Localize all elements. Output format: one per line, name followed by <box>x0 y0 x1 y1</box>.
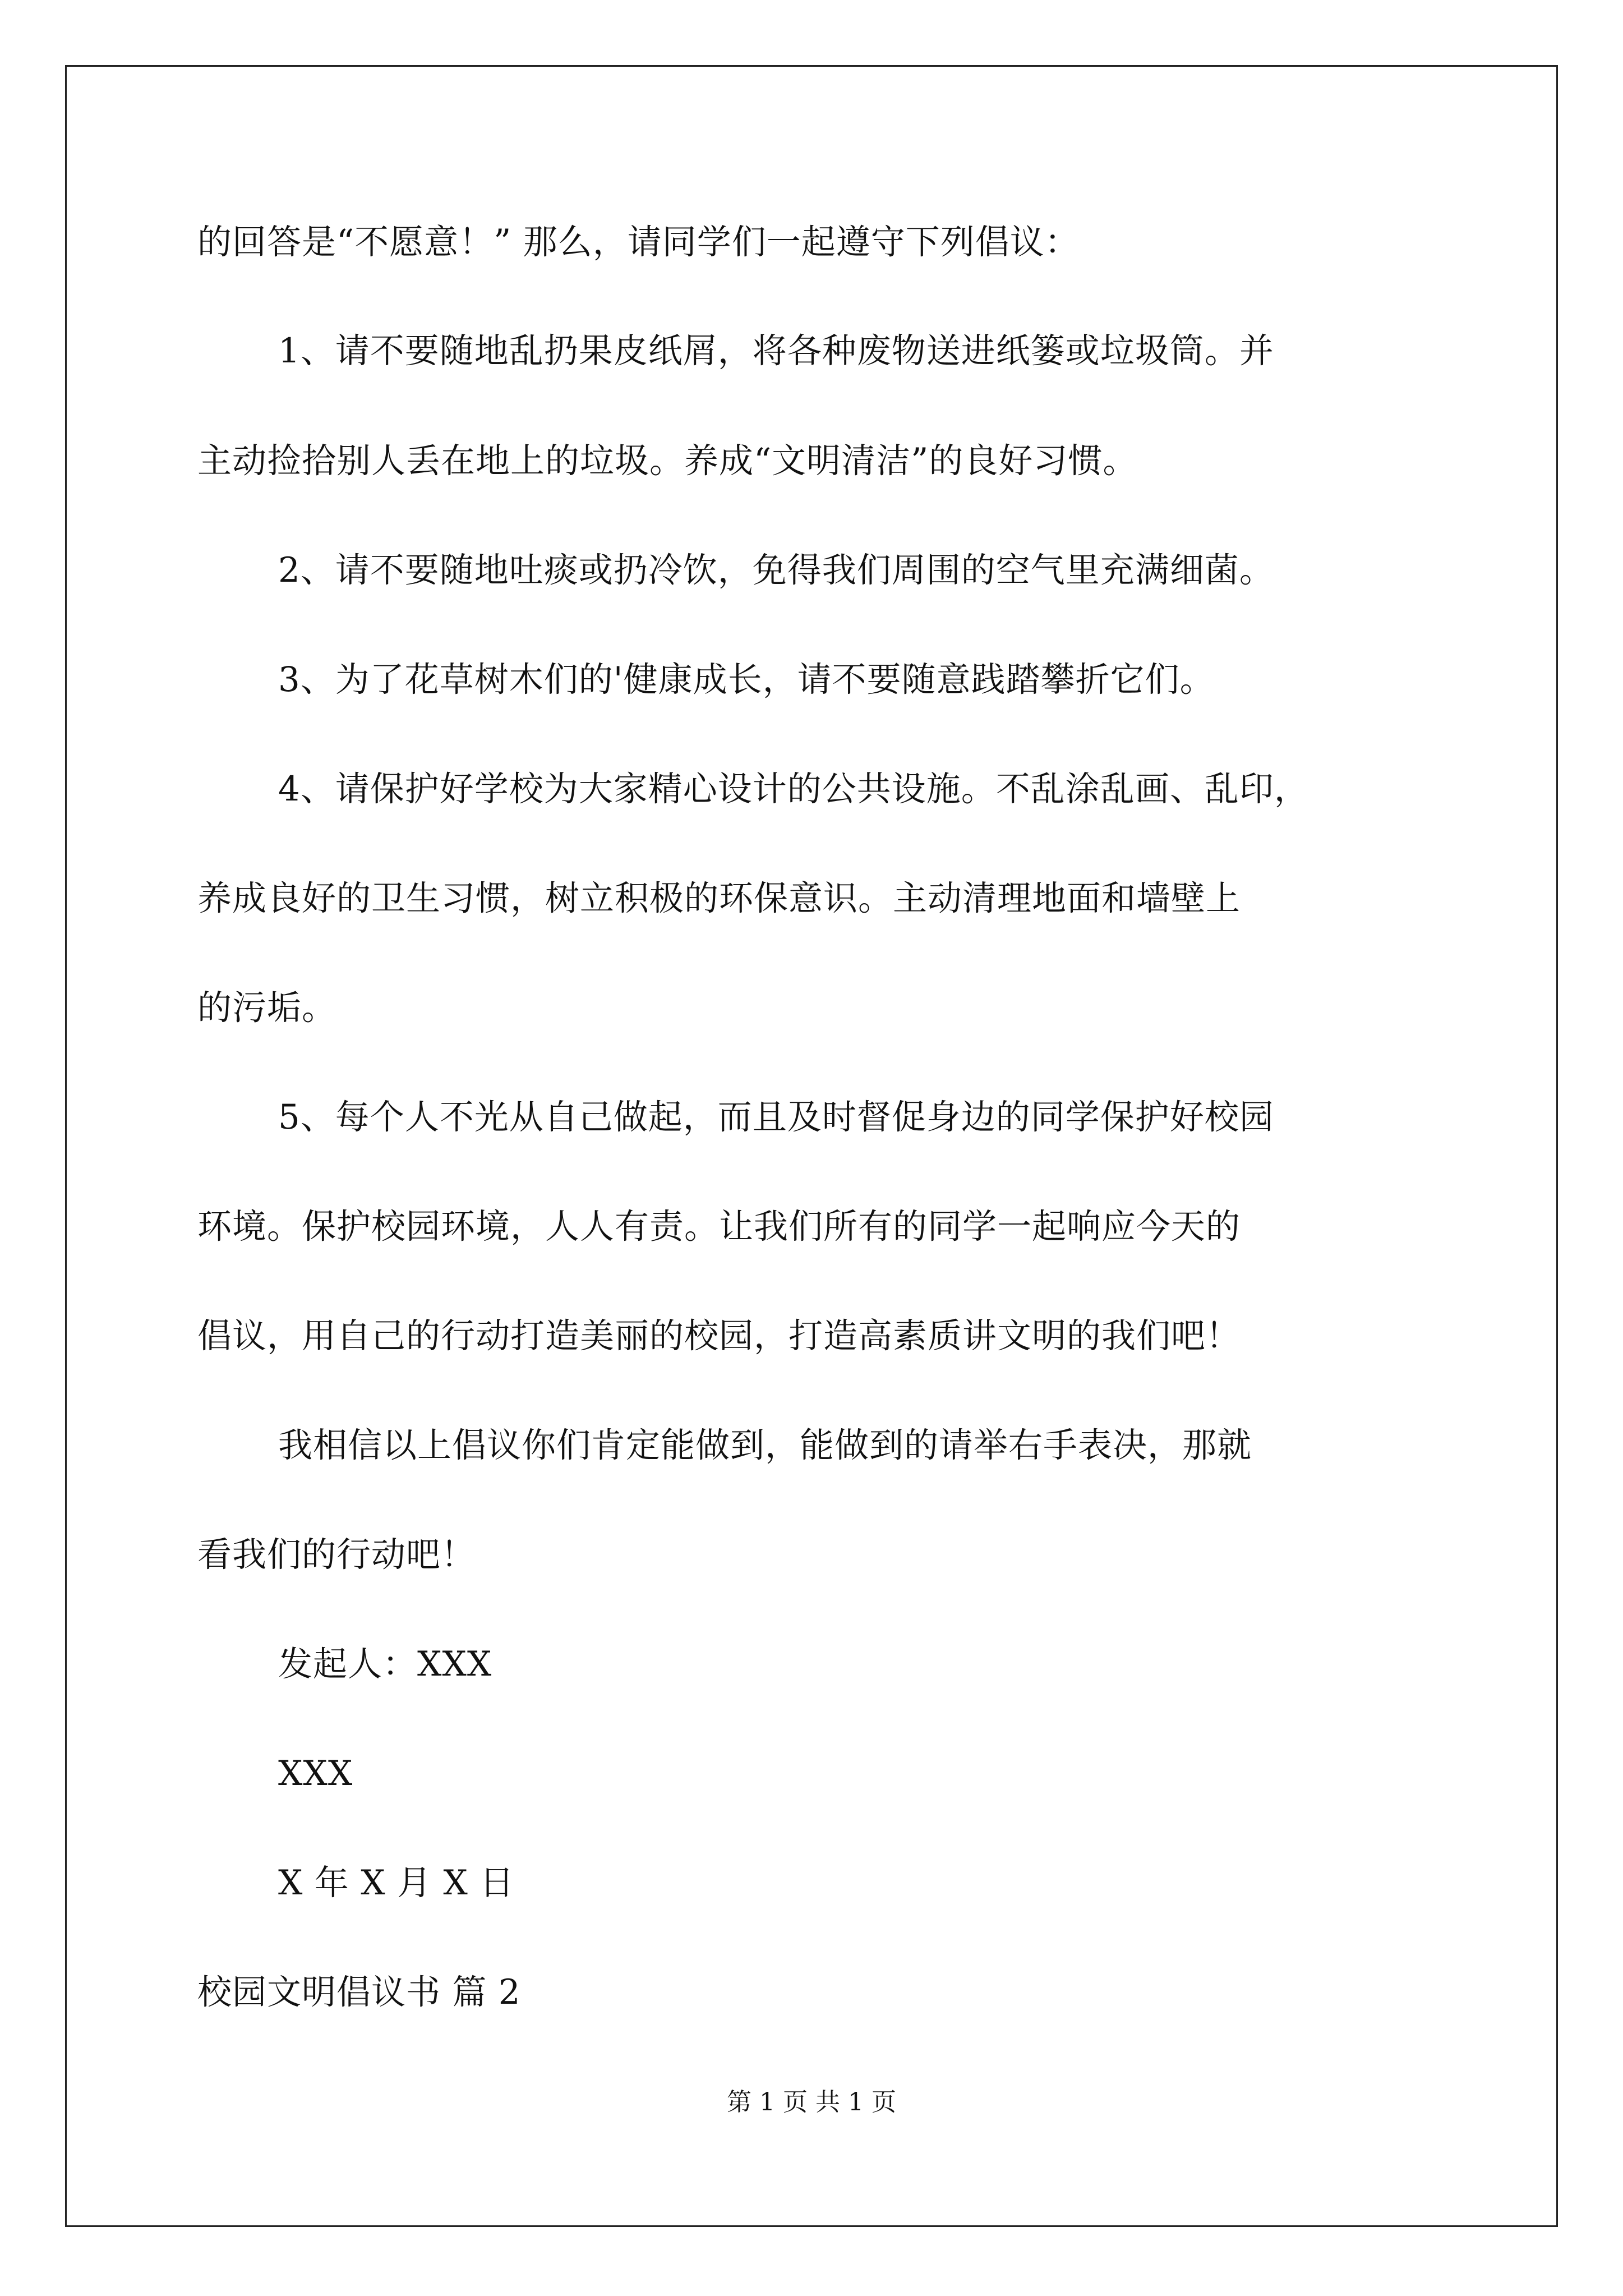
text-line: 1、请不要随地乱扔果皮纸屑，将各种废物送进纸篓或垃圾筒。并 <box>278 331 1274 371</box>
text-line: 倡议，用自己的行动打造美丽的校园，打造高素质讲文明的我们吧！ <box>197 1316 1241 1356</box>
text-line: 环境。保护校园环境，人人有责。让我们所有的同学一起响应今天的 <box>197 1207 1241 1246</box>
text-line: 5、每个人不光从自己做起，而且及时督促身边的同学保护好校园 <box>278 1097 1274 1137</box>
text-line: 2、请不要随地吐痰或扔冷饮，免得我们周围的空气里充满细菌。 <box>278 550 1274 590</box>
text-line: 3、为了花草树木们的'健康成长，请不要随意践踏攀折它们。 <box>278 660 1215 700</box>
text-line: 主动捡拾别人丢在地上的垃圾。养成“文明清洁”的良好习惯。 <box>197 441 1138 481</box>
page-footer: 第 1 页 共 1 页 <box>727 2088 896 2116</box>
signature-name: XXX <box>278 1754 353 1793</box>
text-line: 我相信以上倡议你们肯定能做到，能做到的请举右手表决，那就 <box>278 1425 1252 1465</box>
text-line: 4、请保护好学校为大家精心设计的公共设施。不乱涂乱画、乱印， <box>278 769 1309 809</box>
signature-date: X 年 X 月 X 日 <box>278 1863 515 1903</box>
text-line: 养成良好的卫生习惯，树立积极的环保意识。主动清理地面和墙壁上 <box>197 878 1241 918</box>
text-line: 的污垢。 <box>197 988 337 1028</box>
section-title: 校园文明倡议书 篇 2 <box>197 1972 521 2012</box>
text-line: 看我们的行动吧！ <box>197 1535 476 1575</box>
text-line: 的回答是“不愿意！” 那么，请同学们一起遵守下列倡议： <box>197 222 1080 262</box>
signature-initiator: 发起人：XXX <box>278 1644 492 1684</box>
